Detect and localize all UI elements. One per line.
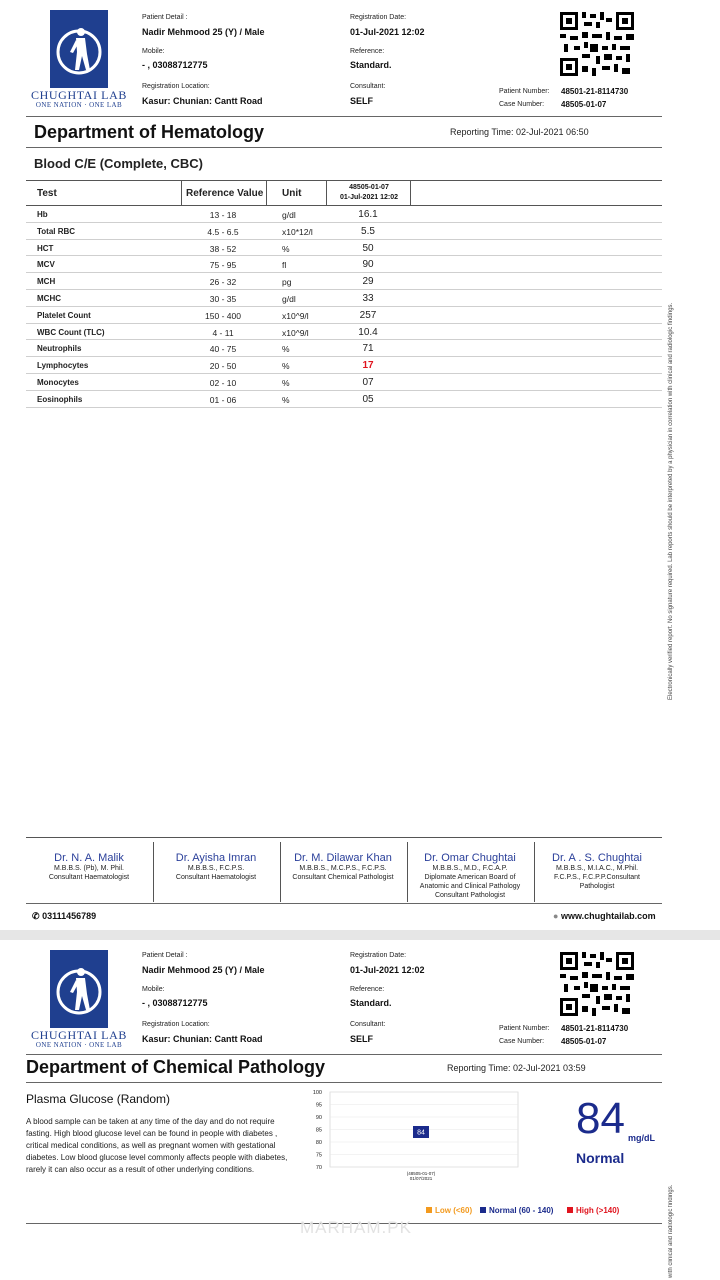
mobile-label: Mobile: <box>142 986 165 993</box>
unit: % <box>282 377 290 388</box>
patient-detail: Nadir Mehmood 25 (Y) / Male <box>142 965 265 975</box>
doctor-card <box>153 852 279 882</box>
test-title: Blood C/E (Complete, CBC) <box>34 156 203 171</box>
legend-high: High (>140) <box>567 1206 619 1215</box>
glucose-value: 84 <box>576 1094 625 1143</box>
chughtai-lab-logo <box>50 10 108 88</box>
unit: g/dl <box>282 293 296 304</box>
table-row <box>26 391 662 408</box>
test-name: MCH <box>37 277 56 287</box>
qr-code <box>560 12 634 76</box>
reference-range: 01 - 06 <box>209 394 237 405</box>
reporting-time: Reporting Time: 02-Jul-2021 06:50 <box>450 127 589 137</box>
col-unit: Unit <box>282 188 302 199</box>
doctor-qualification: F.C.P.S., F.C.P.P.Consultant <box>554 874 640 881</box>
table-row <box>26 340 662 357</box>
reg-location: Kasur: Chunian: Cantt Road <box>142 96 263 106</box>
reg-location-label: Registration Location: <box>142 1021 210 1028</box>
test-title: Plasma Glucose (Random) <box>26 1092 171 1106</box>
doctor-card <box>407 852 533 900</box>
globe-icon: ● <box>553 911 559 921</box>
doctor-qualification: Diplomate American Board of <box>424 874 516 881</box>
doctor-qualification: Consultant Chemical Pathologist <box>292 874 394 881</box>
result-value: 07 <box>362 376 374 388</box>
unit: pg <box>282 277 292 288</box>
doctor-name: Dr. M. Dilawar Khan <box>294 852 392 864</box>
table-row <box>26 206 662 223</box>
logo-wordmark: CHUGHTAI LAB ONE NATION · ONE LAB <box>31 1028 127 1049</box>
consultant: SELF <box>350 1034 374 1044</box>
doctors-footer <box>26 837 662 903</box>
phone-icon: ✆ <box>32 911 40 921</box>
reg-date-label: Registration Date: <box>350 952 407 959</box>
reference-range: 20 - 50 <box>209 361 237 372</box>
reference-range: 02 - 10 <box>209 377 237 388</box>
doctor-name: Dr. N. A. Malik <box>54 852 124 864</box>
reference-range: 26 - 32 <box>209 277 237 288</box>
result-value: 17 <box>362 360 374 372</box>
qr-code <box>560 952 634 1016</box>
chughtai-lab-logo <box>50 950 108 1028</box>
patient-number-label: Patient Number: <box>499 88 550 95</box>
consultant-label: Consultant: <box>350 1021 386 1028</box>
reg-date: 01-Jul-2021 12:02 <box>350 27 425 37</box>
verification-note: Electronically verified report. No signature required. Lab reports should be interpreted by a physician in correlation with clinical and radiologic findings. <box>668 302 674 700</box>
unit: % <box>282 344 290 355</box>
doctor-name: Dr. Ayisha Imran <box>175 852 257 864</box>
reg-date: 01-Jul-2021 12:02 <box>350 965 425 975</box>
doctor-card <box>534 852 660 891</box>
table-header <box>26 180 662 206</box>
doctor-qualification: M.B.B.S., M.C.P.S., F.C.P.S. <box>299 865 387 872</box>
cbc-results-table <box>26 180 662 408</box>
patient-detail-label: Patient Detail : <box>142 14 188 21</box>
unit: x10^9/l <box>282 310 309 321</box>
test-name: HCT <box>37 243 54 253</box>
table-row <box>26 324 662 341</box>
test-name: Lymphocytes <box>37 361 89 371</box>
test-name: Total RBC <box>37 226 76 236</box>
doctor-name: Dr. Omar Chughtai <box>424 852 516 864</box>
reference-range: 4.5 - 6.5 <box>207 226 239 237</box>
reference-range: 13 - 18 <box>209 210 237 220</box>
doctor-qualification: M.B.B.S., F.C.P.S. <box>187 865 245 872</box>
reference-label: Reference: <box>350 986 385 993</box>
divider <box>26 147 662 148</box>
mobile-label: Mobile: <box>142 48 165 55</box>
col-result-date: 48505-01-07 01-Jul-2021 12:02 <box>340 184 398 201</box>
reference: Standard. <box>350 60 392 70</box>
unit: g/dl <box>282 210 296 220</box>
verification-note: with clinical and radiologic findings. <box>668 1184 674 1278</box>
test-name: Hb <box>37 210 48 219</box>
y-tick-label: 100 <box>312 1090 322 1096</box>
doctor-qualification: Consultant Pathologist <box>434 892 506 899</box>
unit: % <box>282 243 290 254</box>
result-value: 5.5 <box>361 225 375 237</box>
result-value: 90 <box>362 259 374 271</box>
reference-range: 38 - 52 <box>209 243 237 254</box>
result-value: 05 <box>362 393 374 405</box>
doctor-qualification: Consultant Haematologist <box>48 874 130 881</box>
table-row <box>26 240 662 257</box>
reg-date-label: Registration Date: <box>350 14 407 21</box>
y-tick-label: 85 <box>315 1127 322 1134</box>
table-row <box>26 273 662 290</box>
table-row <box>26 223 662 240</box>
department-title: Department of Chemical Pathology <box>26 1057 326 1077</box>
test-name: Eosinophils <box>37 394 83 404</box>
mobile-number: - , 03088712775 <box>142 60 208 70</box>
consultant: SELF <box>350 96 374 106</box>
consultant-label: Consultant: <box>350 83 386 90</box>
reg-location-label: Registration Location: <box>142 83 210 90</box>
doctor-qualification: M.B.B.S., M.I.A.C., M.Phil. <box>555 865 639 872</box>
patient-number: 48501-21-8114730 <box>561 1024 629 1033</box>
phone-contact: ✆ 03111456789 <box>32 911 97 921</box>
glucose-chart <box>300 1090 530 1190</box>
case-number-label: Case Number: <box>499 101 545 108</box>
doctor-name: Dr. A . S. Chughtai <box>552 852 642 864</box>
table-row <box>26 290 662 307</box>
test-name: MCV <box>37 260 55 270</box>
logo-wordmark: CHUGHTAI LAB ONE NATION · ONE LAB <box>31 88 127 109</box>
y-tick-label: 90 <box>315 1115 322 1121</box>
divider <box>26 903 662 904</box>
legend-normal: Normal (60 - 140) <box>480 1206 553 1215</box>
x-tick-label: (48505-01-07) <box>406 1171 436 1176</box>
divider <box>26 1054 662 1055</box>
patient-detail: Nadir Mehmood 25 (Y) / Male <box>142 27 265 37</box>
doctor-qualification: M.B.B.S. (Pb), M. Phil. <box>53 865 124 872</box>
col-test: Test <box>37 188 57 199</box>
glucose-unit: mg/dL <box>628 1133 655 1143</box>
mobile-number: - , 03088712775 <box>142 998 208 1008</box>
patient-detail-label: Patient Detail : <box>142 952 188 959</box>
test-name: Platelet Count <box>37 310 91 320</box>
unit: fl <box>282 260 287 271</box>
table-row <box>26 357 662 374</box>
result-value: 71 <box>362 343 374 355</box>
reference-range: 150 - 400 <box>205 310 241 321</box>
website-link[interactable]: ● www.chughtailab.com <box>553 911 656 921</box>
divider <box>26 116 662 117</box>
reference-range: 30 - 35 <box>209 293 237 304</box>
unit: % <box>282 394 290 405</box>
reference-range: 40 - 75 <box>209 344 237 355</box>
patient-number: 48501-21-8114730 <box>561 87 629 96</box>
table-row <box>26 374 662 391</box>
unit: % <box>282 361 290 372</box>
page-separator <box>0 930 720 940</box>
test-name: MCHC <box>37 293 61 303</box>
legend-low: Low (<60) <box>426 1206 472 1215</box>
case-number: 48505-01-07 <box>561 100 607 109</box>
x-tick-label: 01/07/2021 <box>409 1176 433 1181</box>
doctor-card <box>26 852 152 882</box>
reg-location: Kasur: Chunian: Cantt Road <box>142 1034 263 1044</box>
y-tick-label: 95 <box>315 1102 322 1109</box>
y-tick-label: 75 <box>315 1152 322 1159</box>
unit: x10^9/l <box>282 327 309 338</box>
doctor-qualification: M.B.B.S., M.D., F.C.A.P. <box>432 865 508 872</box>
case-number-label: Case Number: <box>499 1038 545 1045</box>
result-value: 257 <box>359 309 377 321</box>
doctor-qualification: Pathologist <box>579 883 615 890</box>
divider <box>26 1082 662 1083</box>
y-tick-label: 70 <box>315 1165 322 1171</box>
reporting-time: Reporting Time: 02-Jul-2021 03:59 <box>447 1063 586 1073</box>
case-number: 48505-01-07 <box>561 1037 607 1046</box>
table-row <box>26 256 662 273</box>
department-title: Department of Hematology <box>34 122 265 142</box>
watermark: MARHAM.PK <box>300 1218 412 1237</box>
doctor-card <box>280 852 406 882</box>
result-value: 10.4 <box>358 326 378 338</box>
result-value: 33 <box>362 292 374 304</box>
glucose-status: Normal <box>576 1150 625 1166</box>
reference-label: Reference: <box>350 48 385 55</box>
data-label: 84 <box>417 1129 425 1137</box>
patient-number-label: Patient Number: <box>499 1025 550 1032</box>
chemical-pathology-report <box>0 940 720 1280</box>
result-value: 29 <box>362 276 374 288</box>
reference: Standard. <box>350 998 392 1008</box>
result-value: 16.1 <box>358 209 378 220</box>
test-description: A blood sample can be taken at any time of the day and do not require fasting. High blood glucose level can be found in people with diabetes , critical medical conditions, as well as pregnant women with gestational diabetes. Low blood glucose level commonly affects people with diabetes, rarely it can also occur as a result of other underlying conditions. <box>26 1117 288 1174</box>
reference-range: 4 - 11 <box>212 327 234 338</box>
doctor-qualification: Anatomic and Clinical Pathology <box>419 883 521 890</box>
col-reference: Reference Value <box>186 188 264 199</box>
test-name: Monocytes <box>37 377 79 387</box>
doctor-qualification: Consultant Haematologist <box>175 874 257 881</box>
reference-range: 75 - 95 <box>209 260 237 271</box>
unit: x10*12/l <box>282 226 313 237</box>
result-value: 50 <box>362 242 374 254</box>
table-row <box>26 307 662 324</box>
y-tick-label: 80 <box>315 1140 322 1146</box>
test-name: WBC Count (TLC) <box>37 327 105 337</box>
test-name: Neutrophils <box>37 344 82 354</box>
